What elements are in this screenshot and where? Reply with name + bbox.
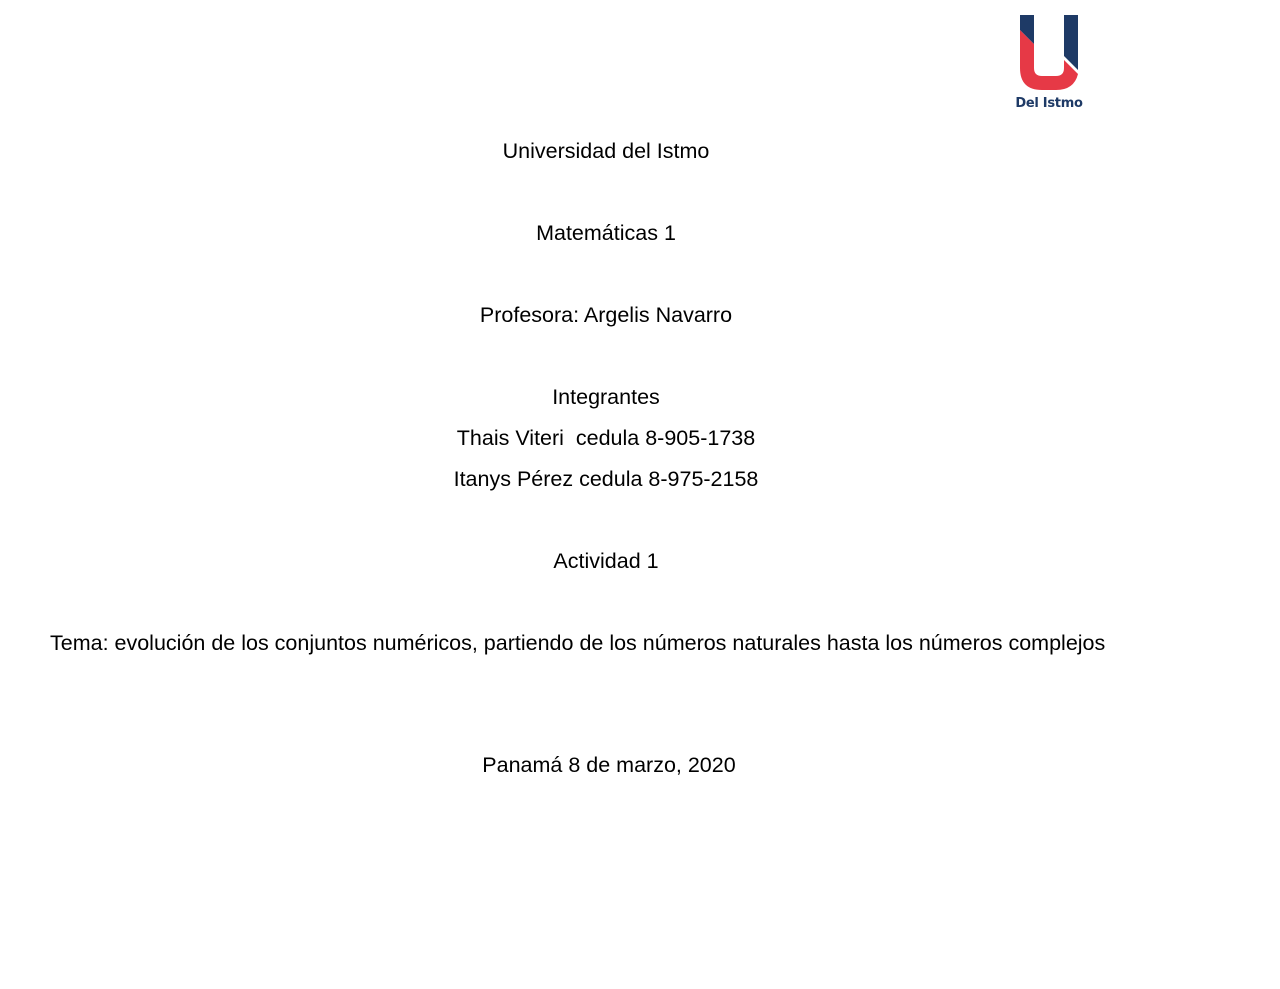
- topic-line: Tema: evolución de los conjuntos numéricos, partiendo de los números naturales hasta los números complejos: [50, 631, 1106, 655]
- course-name: Matemáticas 1: [536, 221, 676, 245]
- university-name: Universidad del Istmo: [502, 139, 710, 163]
- logo-text: Del Istmo: [1015, 96, 1083, 111]
- activity-title: Actividad 1: [553, 549, 659, 573]
- professor-name: Profesora: Argelis Navarro: [479, 303, 733, 327]
- members-heading: Integrantes: [552, 385, 660, 409]
- u-logo-icon: [1012, 10, 1086, 94]
- member-1: Thais Viteri cedula 8-905-1738: [456, 426, 756, 450]
- place-date: Panamá 8 de marzo, 2020: [482, 753, 736, 777]
- member-2: Itanys Pérez cedula 8-975-2158: [453, 467, 759, 491]
- university-logo: [1012, 10, 1086, 116]
